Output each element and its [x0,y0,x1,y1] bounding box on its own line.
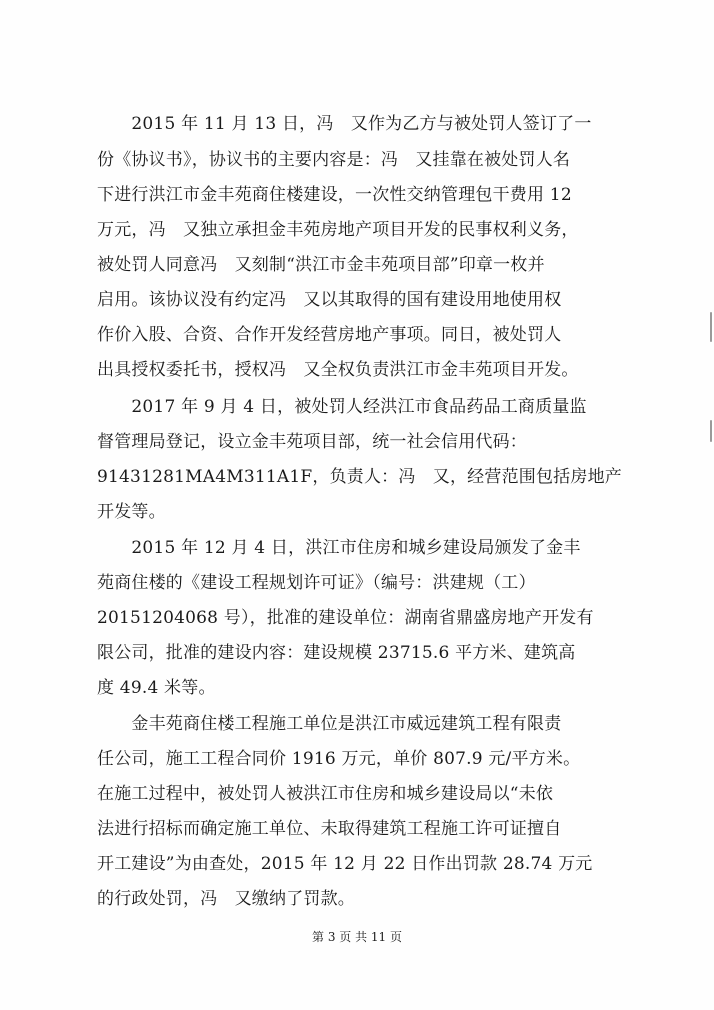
text-line: 启用。该协议没有约定冯 又以其取得的国有建设用地使用权 [97,290,562,310]
text-line: 法进行招标而确定施工单位、未取得建筑工程施工许可证擅自 [97,819,562,839]
text-line: 度 49.4 米等。 [97,678,216,698]
text-line: 2017 年 9 月 4 日，被处罚人经洪江市食品药品工商质量监 [97,397,587,417]
text-line: 开工建设”为由查处，2015 年 12 月 22 日作出罚款 28.74 万元 [97,854,593,874]
scan-edge-mark [710,420,712,442]
text-line: 20151204068 号），批准的建设单位：湖南省鼎盛房地产开发有 [97,608,594,628]
text-line: 限公司，批准的建设内容：建设规模 23715.6 平方米、建筑高 [97,643,576,663]
text-line: 2015 年 12 月 4 日，洪江市住房和城乡建设局颁发了金丰 [97,538,581,558]
text-line: 91431281MA4M311A1F，负责人：冯 又，经营范围包括房地产 [97,467,622,487]
text-line: 2015 年 11 月 13 日，冯 又作为乙方与被处罚人签订了一 [97,114,592,134]
text-line: 万元，冯 又独立承担金丰苑房地产项目开发的民事权利义务， [97,220,579,240]
text-line: 作价入股、合资、合作开发经营房地产事项。同日，被处罚人 [97,325,562,345]
text-line: 份《协议书》，协议书的主要内容是：冯 又挂靠在被处罚人名 [97,150,571,170]
text-line: 开发等。 [97,502,166,522]
page-number-footer: 第 3 页 共 11 页 [312,930,402,944]
text-line: 金丰苑商住楼工程施工单位是洪江市威远建筑工程有限责 [97,714,562,734]
text-line: 被处罚人同意冯 又刻制“洪江市金丰苑项目部”印章一枚并 [97,255,545,275]
text-line: 苑商住楼的《建设工程规划许可证》（编号：洪建规（工） [97,573,536,593]
text-line: 任公司，施工工程合同价 1916 万元，单价 807.9 元/平方米。 [97,749,581,769]
text-line: 出具授权委托书，授权冯 又全权负责洪江市金丰苑项目开发。 [97,360,579,380]
text-line: 在施工过程中，被处罚人被洪江市住房和城乡建设局以“未依 [97,784,554,804]
text-line: 的行政处罚，冯 又缴纳了罚款。 [97,889,355,909]
scan-edge-mark [710,312,712,342]
text-line: 下进行洪江市金丰苑商住楼建设，一次性交纳管理包干费用 12 [97,185,572,205]
text-line: 督管理局登记，设立金丰苑项目部，统一社会信用代码： [97,432,527,452]
